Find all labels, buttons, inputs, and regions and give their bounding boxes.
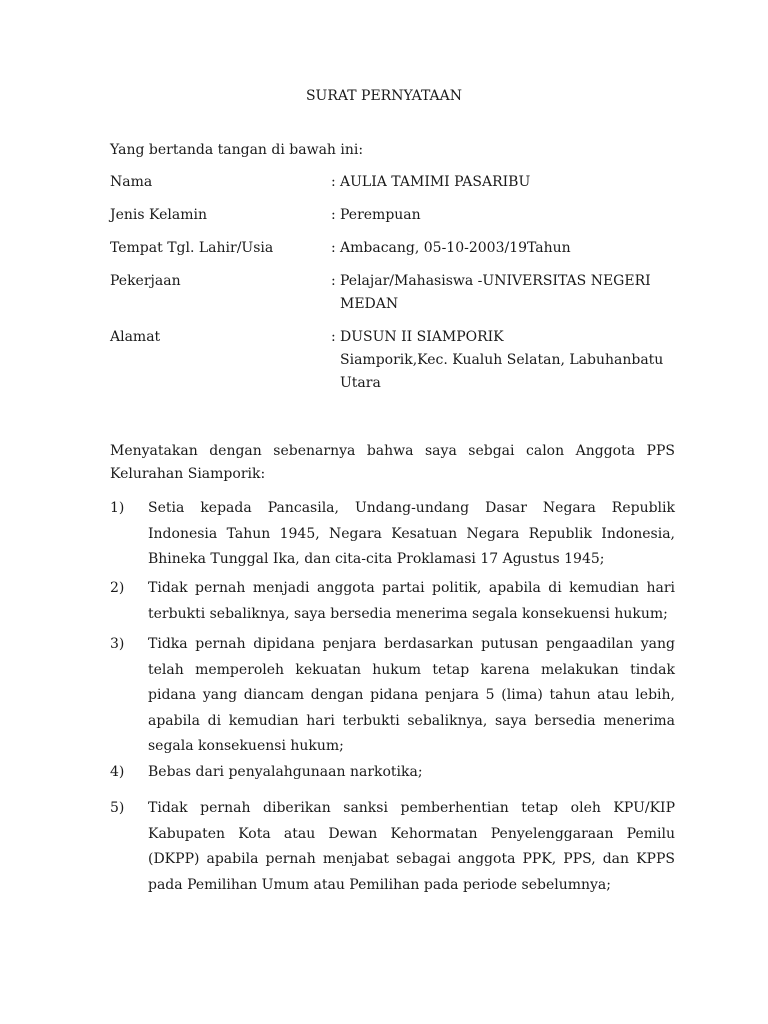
field-value <box>340 326 680 395</box>
list-item-number: 1) <box>110 500 125 516</box>
field-value <box>340 171 680 194</box>
document-title: SURAT PERNYATAAN <box>305 88 463 104</box>
field-value <box>340 237 680 260</box>
field-value-line: DUSUN II SIAMPORIK <box>340 329 504 345</box>
field-value-line: Utara <box>340 375 381 391</box>
list-item-number: 5) <box>110 800 125 816</box>
field-value-line: Siamporik,Kec. Kualuh Selatan, Labuhanbatu <box>340 352 664 368</box>
field-value-line: Pelajar/Mahasiswa -UNIVERSITAS NEGERI <box>340 273 651 289</box>
list-item-number: 4) <box>110 764 125 780</box>
field-label: Jenis Kelamin <box>110 207 207 223</box>
field-colon: : <box>331 329 336 345</box>
list-item-number: 2) <box>110 580 125 596</box>
field-label: Tempat Tgl. Lahir/Usia <box>110 240 274 256</box>
list-item-text: Tidka pernah dipidana penjara berdasarkan putusan pengaadilan yang telah memperoleh kekuatan hukum tetap karena melakukan tindak pidana yang diancam dengan pidana penjara 5 (lima) tahun atau lebih, apabila di kemudian hari terbukti sebaliknya, saya bersedia menerima segala konsekuensi hukum; <box>148 636 675 754</box>
field-value <box>340 204 680 227</box>
list-item-text: Tidak pernah diberikan sanksi pemberhentian tetap oleh KPU/KIP Kabupaten Kota atau Dewan Kehormatan Penyelenggaraan Pemilu (DKPP) apabila pernah menjabat sebagai anggota PPK, PPS, dan KPPS pada Pemilihan Umum atau Pemilihan pada periode sebelumnya; <box>148 800 675 893</box>
field-value-line: MEDAN <box>340 296 399 312</box>
field-colon: : <box>331 240 336 256</box>
field-label: Alamat <box>110 329 161 345</box>
intro-text: Yang bertanda tangan di bawah ini: <box>110 142 364 158</box>
list-item-text: Setia kepada Pancasila, Undang-undang Dasar Negara Republik Indonesia Tahun 1945, Negara Kesatuan Negara Republik Indonesia, Bhineka Tunggal Ika, dan cita-cita Proklamasi 17 Agustus 1945; <box>148 500 675 567</box>
list-item-text: Tidak pernah menjadi anggota partai politik, apabila di kemudian hari terbukti sebaliknya, saya bersedia menerima segala konsekuensi hukum; <box>148 580 675 622</box>
list-item-number: 3) <box>110 636 125 652</box>
list-item-text: Bebas dari penyalahgunaan narkotika; <box>148 764 423 780</box>
field-value-line: AULIA TAMIMI PASARIBU <box>340 174 531 190</box>
field-colon: : <box>331 207 336 223</box>
field-value <box>340 270 680 316</box>
field-value-line: Perempuan <box>340 207 421 223</box>
field-colon: : <box>331 174 336 190</box>
field-value-line: Ambacang, 05-10-2003/19Tahun <box>340 240 571 256</box>
field-label: Pekerjaan <box>110 273 181 289</box>
field-colon: : <box>331 273 336 289</box>
field-label: Nama <box>110 174 153 190</box>
statement-paragraph: Menyatakan dengan sebenarnya bahwa saya sebgai calon Anggota PPS Kelurahan Siamporik: <box>110 443 675 482</box>
